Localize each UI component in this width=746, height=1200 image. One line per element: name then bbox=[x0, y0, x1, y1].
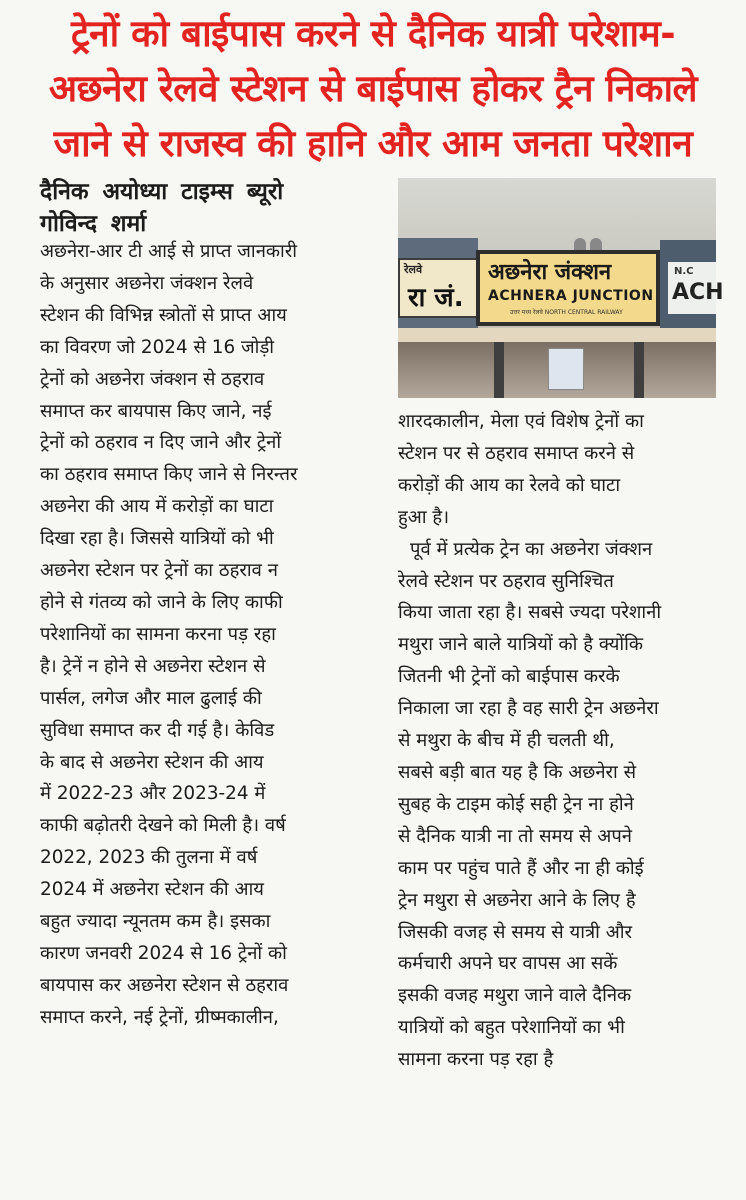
text-line: है। ट्रेनें न होने से अछनेरा स्टेशन से bbox=[40, 655, 266, 677]
text-line: से दैनिक यात्री ना तो समय से अपने bbox=[398, 825, 633, 847]
text-line: पार्सल, लगेज और माल ढुलाई की bbox=[40, 687, 262, 709]
right-paragraph-2 bbox=[398, 534, 720, 1076]
author-name: गोविन्द शर्मा bbox=[40, 211, 147, 237]
text-line: ट्रेन मथुरा से अछनेरा आने के लिए है bbox=[398, 889, 636, 911]
text-line: ट्रेनों को ठहराव न दिए जाने और ट्रेनों bbox=[40, 432, 282, 454]
text-line: का ठहराव समाप्त किए जाने से निरन्तर bbox=[40, 464, 298, 486]
text-line: समाप्त कर बायपास किए जाने, नई bbox=[40, 400, 272, 422]
text-line: स्टेशन की विभिन्न स्त्रोतों से प्राप्त आय bbox=[40, 304, 287, 326]
photo-left-sign bbox=[398, 258, 478, 318]
bureau-name: दैनिक अयोध्या टाइम्स ब्यूरो bbox=[40, 179, 284, 205]
text-line: हुआ है। bbox=[398, 506, 450, 528]
photo-poster bbox=[548, 348, 584, 390]
text-line: निकाला जा रहा है वह सारी ट्रेन अछनेरा bbox=[398, 698, 659, 720]
junction-signboard bbox=[476, 250, 660, 326]
article-right-column bbox=[398, 406, 720, 1076]
text-line: सुबह के टाइम कोई सही ट्रेन ना होने bbox=[398, 793, 634, 815]
right-sign-top-text: N.C bbox=[674, 266, 694, 277]
text-line: स्टेशन पर से ठहराव समाप्त करने से bbox=[398, 442, 635, 464]
text-line: के अनुसार अछनेरा जंक्शन रेलवे bbox=[40, 272, 254, 294]
text-line: में 2022-23 और 2023-24 में bbox=[40, 783, 266, 805]
text-line: पूर्व में प्रत्येक ट्रेन का अछनेरा जंक्शन bbox=[410, 538, 653, 560]
text-line: किया जाता रहा है। सबसे ज्यदा परेशानी bbox=[398, 602, 662, 624]
left-sign-main-text: रा जं. bbox=[408, 283, 464, 313]
text-line: काफी बढ़ोतरी देखने को मिली है। वर्ष bbox=[40, 815, 286, 837]
text-line: समाप्त करने, नई ट्रेनों, ग्रीष्मकालीन, bbox=[40, 1006, 279, 1028]
left-sign-top-text: रेलवे bbox=[404, 263, 423, 276]
text-line: काम पर पहुंच पाते हैं और ना ही कोई bbox=[398, 857, 644, 879]
text-line: दिखा रहा है। जिससे यात्रियों को भी bbox=[40, 528, 274, 550]
text-line: मथुरा जाने बाले यात्रियों को है क्योंकि bbox=[398, 634, 644, 656]
headline-line-3: जाने से राजस्व की हानि और आम जनता परेशान bbox=[53, 122, 693, 165]
text-line: सामना करना पड़ रहा है bbox=[398, 1049, 554, 1071]
station-photo bbox=[398, 178, 724, 398]
headline-line-1: ट्रेनों को बाईपास करने से दैनिक यात्री परेशाम- bbox=[70, 12, 676, 55]
text-line: 2024 में अछनेरा स्टेशन की आय bbox=[40, 879, 264, 901]
text-line: करोड़ों की आय का रेलवे को घाटा bbox=[398, 474, 621, 496]
right-sign-main-text: ACH bbox=[672, 280, 724, 305]
text-line: 2022, 2023 की तुलना में वर्ष bbox=[40, 847, 258, 869]
text-line: बहुत ज्यादा न्यूनतम कम है। इसका bbox=[40, 911, 271, 933]
photo-pillar bbox=[494, 342, 504, 398]
text-line: अछनेरा की आय में करोड़ों का घाटा bbox=[40, 496, 274, 518]
headline-line-2: अछनेरा रेलवे स्टेशन से बाईपास होकर ट्रैन निकाले bbox=[48, 67, 698, 110]
text-line: कर्मचारी अपने घर वापस आ सकें bbox=[398, 953, 618, 975]
text-line: सुविधा समाप्त कर दी गई है। केविड bbox=[40, 719, 275, 741]
text-line: परेशानियों का सामना करना पड़ रहा bbox=[40, 623, 276, 645]
text-line: यात्रियों को बहुत परेशानियों का भी bbox=[398, 1017, 625, 1039]
text-line: का विवरण जो 2024 से 16 जोड़ी bbox=[40, 336, 275, 358]
photo-pillar bbox=[634, 342, 644, 398]
text-line: ट्रेनों को अछनेरा जंक्शन से ठहराव bbox=[40, 368, 265, 390]
text-line: बायपास कर अछनेरा स्टेशन से ठहराव bbox=[40, 974, 289, 996]
headline bbox=[20, 6, 726, 171]
text-line: जिसकी वजह से समय से यात्री और bbox=[398, 921, 633, 943]
text-line: अछनेरा स्टेशन पर ट्रेनों का ठहराव न bbox=[40, 560, 278, 582]
photo-right-sign bbox=[668, 262, 724, 314]
text-line: होने से गंतव्य को जाने के लिए काफी bbox=[40, 591, 283, 613]
sign-sub-text: उत्तर मध्य रेलवे NORTH CENTRAL RAILWAY bbox=[510, 309, 623, 316]
byline bbox=[40, 176, 360, 240]
text-line: जितनी भी ट्रेनों को बाईपास करके bbox=[398, 666, 620, 688]
text-line: रेलवे स्टेशन पर ठहराव सुनिश्चित bbox=[398, 570, 614, 592]
sign-english-text: ACHNERA JUNCTION bbox=[488, 288, 654, 304]
right-paragraph-1 bbox=[398, 406, 720, 534]
text-line: शारदकालीन, मेला एवं विशेष ट्रेनों का bbox=[398, 411, 644, 432]
article-left-column bbox=[40, 236, 362, 1034]
text-line: के बाद से अछनेरा स्टेशन की आय bbox=[40, 751, 264, 773]
photo-canopy bbox=[398, 328, 716, 342]
text-line: से मथुरा के बीच में ही चलती थी, bbox=[398, 730, 615, 752]
text-line: अछनेरा-आर टी आई से प्राप्त जानकारी bbox=[40, 241, 298, 262]
text-line: सबसे बड़ी बात यह है कि अछनेरा से bbox=[398, 761, 637, 783]
text-line: इसकी वजह मथुरा जाने वाले दैनिक bbox=[398, 985, 632, 1007]
text-line: कारण जनवरी 2024 से 16 ट्रेनों को bbox=[40, 942, 287, 964]
sign-hindi-text: अछनेरा जंक्शन bbox=[488, 260, 612, 285]
